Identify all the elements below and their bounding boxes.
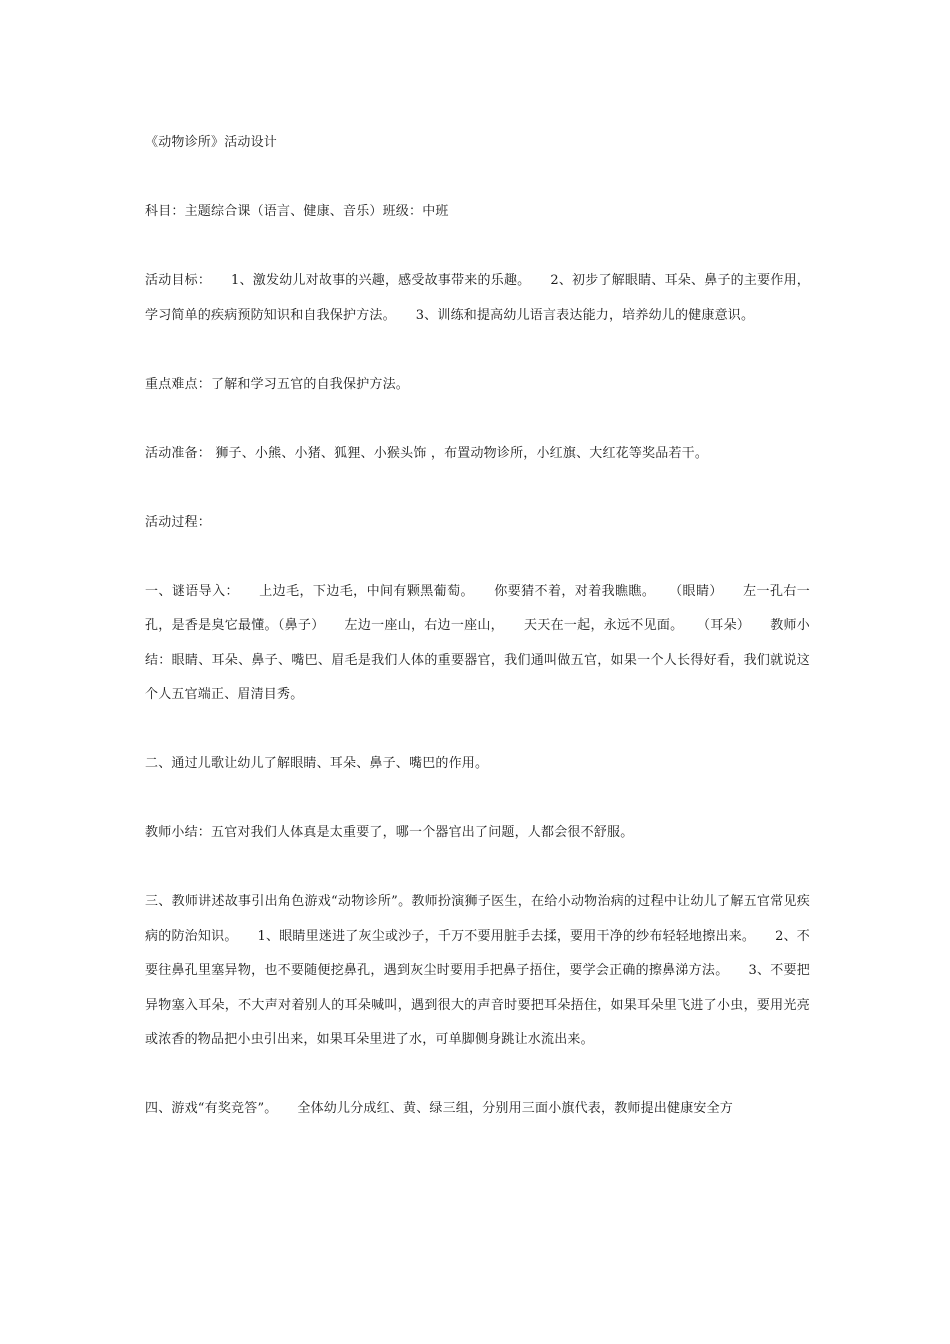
- step-quiz-game: 四、游戏“有奖竞答”。 全体幼儿分成红、黄、绿三组，分别用三面小旗代表，教师提出健康安全方: [145, 1101, 733, 1116]
- step-nursery-rhyme: 二、通过儿歌让幼儿了解眼睛、耳朵、鼻子、嘴巴的作用。: [145, 756, 489, 771]
- step-role-play: 三、教师讲述故事引出角色游戏“动物诊所”。教师扮演狮子医生，在给小动物治病的过程中让幼儿了解五官常见疾病的防治知识。 1、眼睛里迷进了灰尘或沙子，千万不要用脏手去揉，要用干净的纱布轻轻地擦出来。 2、不要往鼻孔里塞异物，也不要随便挖鼻孔，遇到灰尘时要用手把鼻子捂住，要学会正确的擦鼻涕方法。 3、不要把异物塞入耳朵，不大声对着别人的耳朵喊叫，遇到很大的声音时要把耳朵捂住，如果耳朵里飞进了小虫，要用光亮或浓香的物品把小虫引出来，如果耳朵里进了水，可单脚侧身跳让水流出来。: [145, 894, 810, 1047]
- key-points: 重点难点：了解和学习五官的自我保护方法。: [145, 376, 410, 392]
- step-riddle-intro: 一、谜语导入： 上边毛，下边毛，中间有颗黑葡萄。 你要猜不着，对着我瞧瞧。 （眼睛） 左一孔右一孔，是香是臭它最懂。（鼻子） 左边一座山，右边一座山， 天天在一起，永远不见面。 （耳朵） 教师小结：眼睛、耳朵、鼻子、嘴巴、眉毛是我们人体的重要器官，我们通叫做五官，如果一个人长得好看，我们就说这个人五官端正、眉清目秀。: [145, 583, 810, 702]
- process-heading: 活动过程：: [145, 514, 212, 530]
- document-title: 《动物诊所》活动设计: [145, 135, 278, 150]
- activity-preparation: 活动准备： 狮子、小熊、小猪、狐狸、小猴头饰 ，布置动物诊所，小红旗、大红花等奖品若干。: [145, 445, 709, 461]
- teacher-summary: 教师小结：五官对我们人体真是太重要了，哪一个器官出了问题，人都会很不舒服。: [145, 825, 634, 840]
- document-page: [145, 126, 810, 1161]
- subject-line: 科目：主题综合课（语言、健康、音乐）班级：中班: [145, 204, 449, 219]
- activity-goals: 活动目标： 1、激发幼儿对故事的兴趣，感受故事带来的乐趣。 2、初步了解眼睛、耳朵、鼻子的主要作用，学习简单的疾病预防知识和自我保护方法。 3、训练和提高幼儿语言表达能力，培养幼儿的健康意识。: [145, 273, 810, 323]
